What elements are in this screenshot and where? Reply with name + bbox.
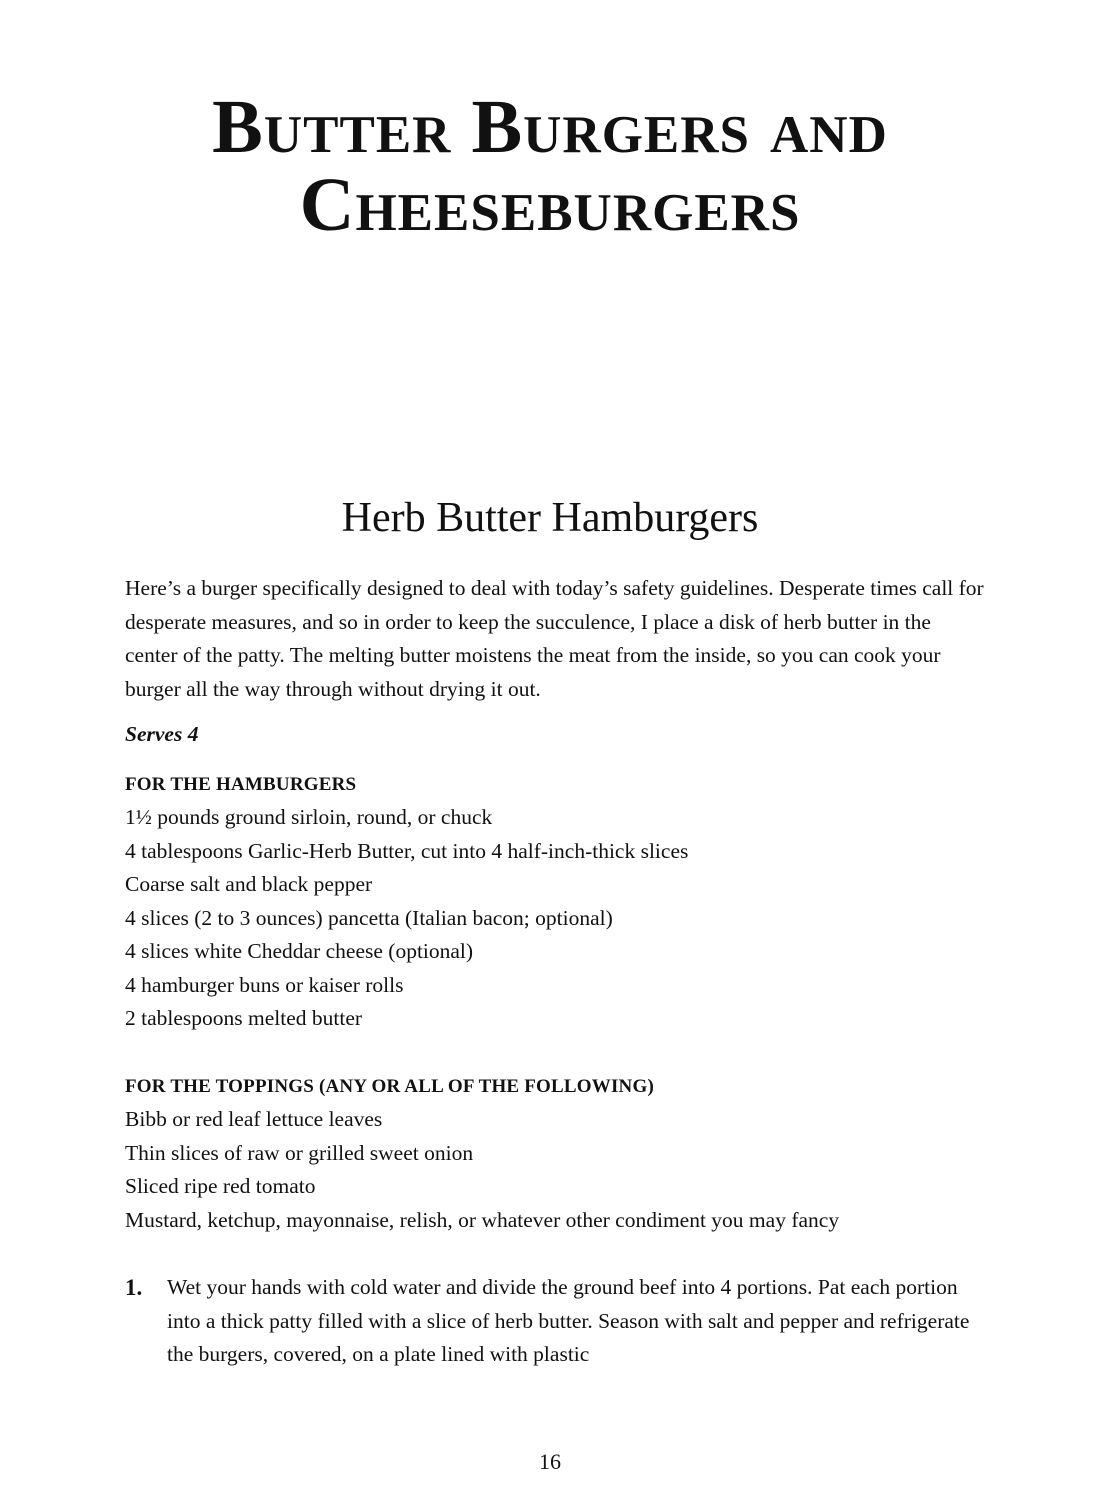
ingredient-item: 2 tablespoons melted butter [125,1006,363,1030]
ingredient-item: 4 slices white Cheddar cheese (optional) [125,939,474,963]
toppings-ingredient-list [125,1103,985,1237]
topping-item: Mustard, ketchup, mayonnaise, relish, or whatever other condiment you may fancy [125,1207,840,1232]
step-number: 1. [125,1275,143,1300]
chapter-title-line-2: Cheeseburgers [299,163,801,247]
topping-item: Sliced ripe red tomato [125,1174,316,1198]
chapter-title [0,85,1100,247]
ingredient-item: 1½ pounds ground sirloin, round, or chuck [125,805,493,829]
topping-item: Bibb or red leaf lettuce leaves [125,1107,383,1131]
ingredient-item: 4 hamburger buns or kaiser rolls [125,972,404,997]
hamburgers-heading: FOR THE HAMBURGERS [125,773,357,795]
recipe-title: Herb Butter Hamburgers [341,495,759,541]
method-step [125,1271,985,1372]
ingredient-item: 4 slices (2 to 3 ounces) pancetta (Italian bacon; optional) [125,905,613,930]
method-steps [125,1271,985,1372]
page-number: 16 [539,1449,561,1474]
recipe-intro: Here’s a burger specifically designed to deal with today’s safety guidelines. Desperate times call for desperate measures, and so in order to keep the succulence, I place a disk of herb butter in the center of the patty. The melting butter moistens the meat from the inside, so you can cook your burger all the way through without drying it out. [125,576,984,701]
serves-line: Serves 4 [125,722,199,746]
ingredient-item: Coarse salt and black pepper [125,872,373,896]
toppings-heading: FOR THE TOPPINGS (ANY OR ALL OF THE FOLLOWING) [125,1075,654,1097]
ingredient-item: 4 tablespoons Garlic-Herb Butter, cut into 4 half-inch-thick slices [125,838,689,863]
hamburgers-ingredient-list [125,801,985,1036]
recipe-content [125,572,985,1372]
step-text: Wet your hands with cold water and divide the ground beef into 4 portions. Pat each portion into a thick patty filled with a slice of herb butter. Season with salt and pepper and refrigerate the burgers, covered, on a plate lined with plastic [167,1275,970,1366]
chapter-title-line-1: Butter Burgers and [212,85,888,169]
topping-item: Thin slices of raw or grilled sweet onion [125,1140,474,1165]
